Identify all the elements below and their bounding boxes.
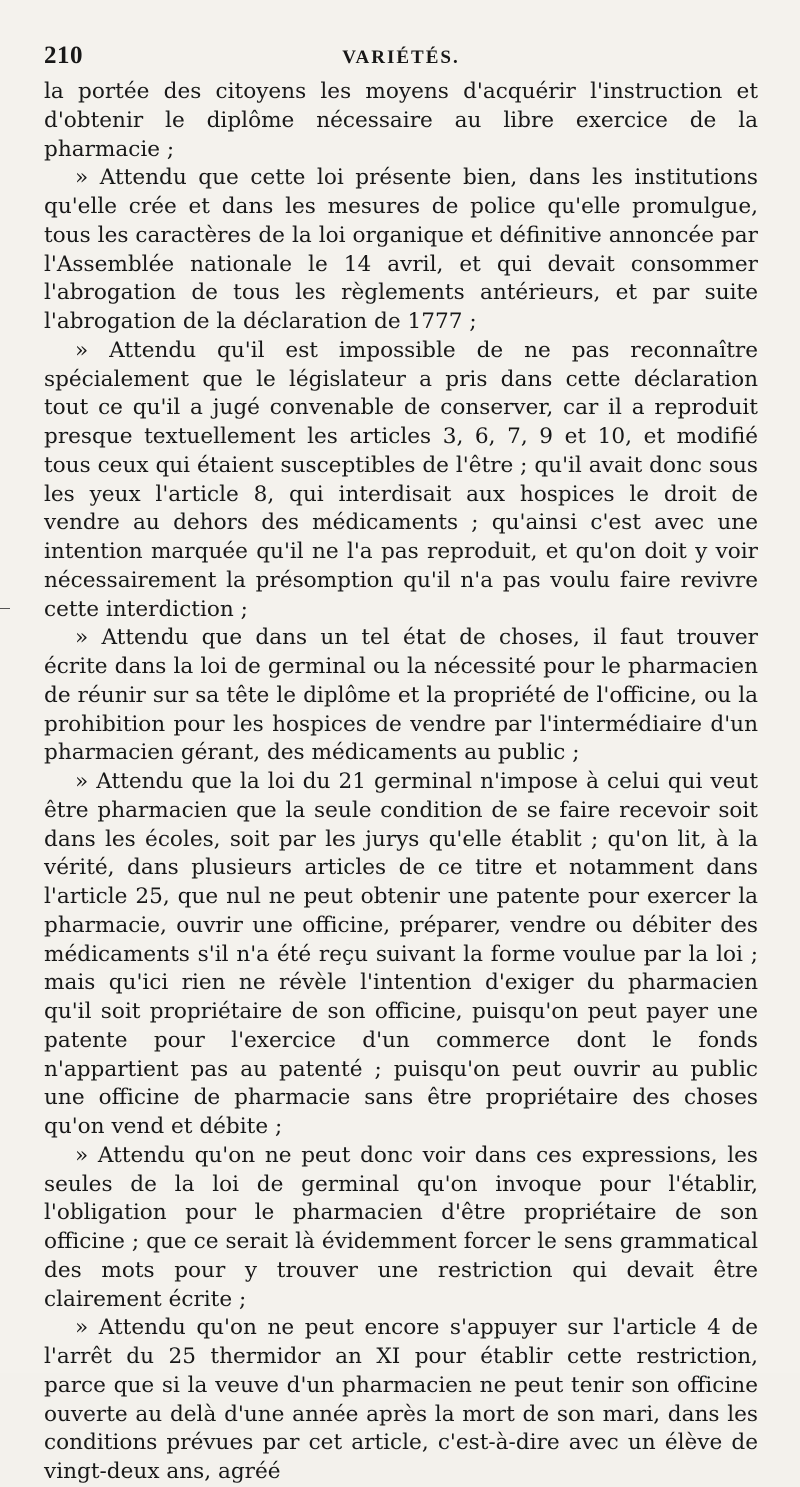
margin-tick [0, 608, 10, 609]
body-text [44, 78, 758, 1487]
paragraph: » Attendu qu'on ne peut donc voir dans ces expressions, les seules de la loi de germinal qu'on invoque pour l'établir, l'obligation pour le pharmacien d'être propriétaire de son officine ; que ce serait là évidemment forcer le sens grammatical des mots pour y trouver une restriction qui devait être clairement écrite ; [44, 1142, 758, 1312]
running-title: VARIÉTÉS. [342, 47, 460, 68]
paragraph: » Attendu que cette loi présente bien, dans les institutions qu'elle crée et dans les mesures de police qu'elle promulgue, tous les caractères de la loi organique et définitive annoncée par l'Assemblée nationale le 14 avril, et qui devait consommer l'abrogation de tous les règlements antérieurs, et par suite l'abrogation de la déclaration de 1777 ; [44, 165, 758, 334]
page-number: 210 [44, 42, 83, 69]
paragraph: » Attendu qu'on ne peut encore s'appuyer sur l'article 4 de l'arrêt du 25 thermidor an XI pour établir cette restriction, parce que si la veuve d'un pharmacien ne peut tenir son officine ouverte au delà d'une année après la mort de son mari, dans les conditions prévues par cet article, c'est-à-dire avec un élève de vingt-deux ans, agréé [44, 1315, 758, 1484]
paragraph: » Attendu qu'il est impossible de ne pas reconnaître spécialement que le législateur a pris dans cette déclaration tout ce qu'il a jugé convenable de conserver, car il a reproduit presque textuellement les articles 3, 6, 7, 9 et 10, et modifié tous ceux qui étaient susceptibles de l'être ; qu'il avait donc sous les yeux l'article 8, qui interdisait aux hospices le droit de vendre au dehors des médicaments ; qu'ainsi c'est avec une intention marquée qu'il ne l'a pas reproduit, et qu'on doit y voir nécessairement la présomption qu'il n'a pas voulu faire revivre cette interdiction ; [44, 337, 758, 622]
running-header [44, 38, 758, 78]
paragraph: » Attendu que dans un tel état de choses, il faut trouver écrite dans la loi de germinal ou la nécessité pour le pharmacien de réunir sur sa tête le diplôme et la propriété de l'officine, ou la prohibition pour les hospices de vendre par l'intermédiaire d'un pharmacien gérant, des médicaments au public ; [44, 625, 758, 766]
paragraph: » Attendu que la loi du 21 germinal n'impose à celui qui veut être pharmacien que la seule condition de se faire recevoir soit dans les écoles, soit par les jurys qu'elle établit ; qu'on lit, à la vérité, dans plusieurs articles de ce titre et notamment dans l'article 25, que nul ne peut obtenir une patente pour exercer la pharmacie, ouvrir une officine, préparer, vendre ou débiter des médicaments s'il n'a été reçu suivant la forme voulue par la loi ; mais qu'ici rien ne révèle l'intention d'exiger du pharmacien qu'il soit propriétaire de son officine, puisqu'on peut payer une patente pour l'exercice d'un commerce dont le fonds n'appartient pas au patenté ; puisqu'on peut ouvrir au public une officine de pharmacie sans être propriétaire des choses qu'on vend et débite ; [44, 769, 758, 1139]
paragraph: la portée des citoyens les moyens d'acquérir l'instruction et d'obtenir le diplôme nécessaire au libre exercice de la pharmacie ; [44, 79, 758, 162]
